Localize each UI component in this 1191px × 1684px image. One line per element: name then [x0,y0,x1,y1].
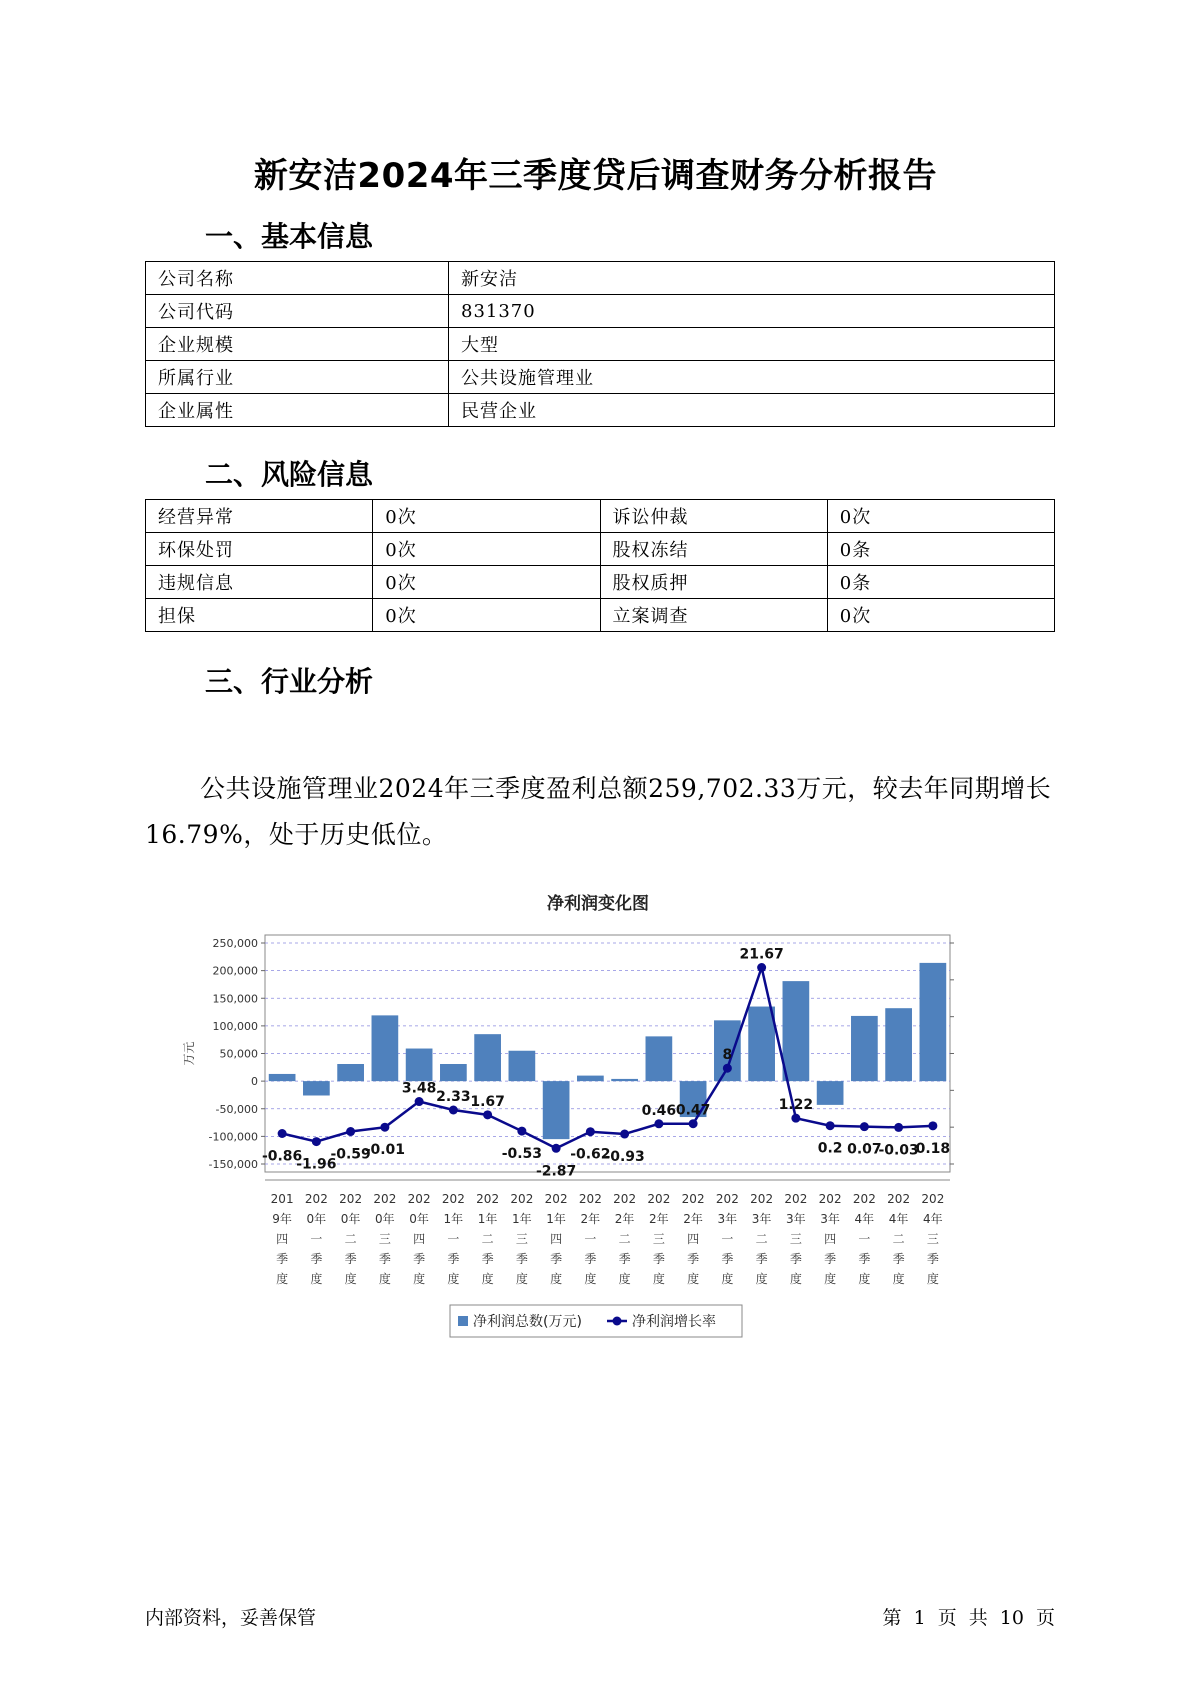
growth-rate-label: -0.01 [364,1142,406,1159]
risk-info-table [145,499,1055,632]
x-tick-label: 度 [310,1272,323,1286]
x-tick-label: 二 [481,1232,494,1246]
growth-rate-point [928,1121,937,1130]
growth-rate-label: -0.62 [570,1146,611,1163]
x-tick-label: 季 [858,1252,871,1266]
x-tick-label: 2年 [683,1212,703,1226]
growth-rate-point [654,1119,663,1128]
basic-info-value: 新安洁 [449,262,1055,295]
growth-rate-point [689,1119,698,1128]
x-tick-label: 202 [784,1192,808,1206]
x-tick-label: 季 [687,1252,700,1266]
basic-info-value: 大型 [449,328,1055,361]
x-tick-label: 202 [476,1192,500,1206]
x-tick-label: 202 [373,1192,397,1206]
basic-info-value: 公共设施管理业 [449,361,1055,394]
x-tick-label: 一 [310,1232,323,1246]
risk-info-row [146,533,1055,566]
bar [474,1034,501,1081]
growth-rate-label: -1.96 [296,1156,337,1173]
risk-info-row [146,500,1055,533]
legend-swatch-point [613,1317,622,1326]
bar [851,1016,878,1081]
bar [337,1064,364,1081]
bar [885,1008,912,1081]
bar [783,981,810,1081]
x-tick-label: 202 [407,1192,431,1206]
x-tick-label: 度 [789,1272,802,1286]
x-tick-label: 度 [550,1272,563,1286]
bar [748,1007,775,1082]
x-tick-label: 度 [584,1272,597,1286]
x-tick-label: 一 [858,1232,871,1246]
bar [509,1051,536,1081]
risk-info-label: 担保 [146,599,373,632]
growth-rate-point [586,1127,595,1136]
x-tick-label: 度 [755,1272,768,1286]
growth-rate-point [894,1123,903,1132]
growth-rate-point [552,1144,561,1153]
y-left-tick-label: 200,000 [212,964,258,978]
bar [440,1064,467,1081]
basic-info-row [146,295,1055,328]
growth-rate-label: -0.03 [878,1142,919,1159]
x-tick-label: 三 [515,1232,528,1246]
growth-rate-label: 2.33 [436,1089,471,1106]
net-profit-chart [180,885,960,1345]
x-tick-label: 度 [652,1272,665,1286]
x-tick-label: 度 [858,1272,871,1286]
risk-info-label: 违规信息 [146,566,373,599]
x-tick-label: 二 [755,1232,768,1246]
bar [543,1081,570,1139]
x-tick-label: 4年 [923,1212,943,1226]
x-tick-label: 度 [276,1272,289,1286]
x-tick-label: 季 [447,1252,460,1266]
risk-info-value: 0次 [373,533,600,566]
y-left-tick-label: 50,000 [219,1047,258,1061]
x-tick-label: 2年 [649,1212,669,1226]
x-tick-label: 度 [721,1272,734,1286]
x-tick-label: 四 [687,1232,700,1246]
bar [817,1081,844,1105]
x-tick-label: 202 [441,1192,465,1206]
basic-info-label: 公司名称 [146,262,449,295]
x-tick-label: 202 [750,1192,774,1206]
x-tick-label: 9年 [272,1212,292,1226]
industry-paragraph: 公共设施管理业2024年三季度盈利总额259,702.33万元，较去年同期增长16.79%，处于历史低位。 [145,774,1052,849]
page-title: 新安洁2024年三季度贷后调查财务分析报告 [253,156,938,196]
basic-info-label: 企业属性 [146,394,449,427]
x-tick-label: 202 [852,1192,876,1206]
x-tick-label: 度 [413,1272,426,1286]
risk-info-value: 0条 [827,566,1054,599]
x-tick-label: 1年 [512,1212,532,1226]
growth-rate-label: -0.86 [261,1148,303,1165]
x-tick-label: 季 [310,1252,323,1266]
risk-info-label: 股权质押 [600,566,827,599]
x-tick-label: 季 [481,1252,494,1266]
risk-info-value: 0条 [827,533,1054,566]
x-tick-label: 2年 [614,1212,635,1226]
risk-info-label: 诉讼仲裁 [600,500,827,533]
x-tick-label: 四 [413,1232,426,1246]
x-tick-label: 0年 [375,1212,395,1226]
x-tick-label: 三 [926,1232,939,1246]
growth-rate-label: -2.87 [535,1163,577,1180]
growth-rate-point [312,1137,321,1146]
x-tick-label: 201 [270,1192,294,1206]
y-left-tick-label: 150,000 [212,992,258,1006]
y-left-tick-label: -50,000 [215,1102,258,1116]
x-tick-label: 季 [721,1252,734,1266]
basic-info-label: 企业规模 [146,328,449,361]
risk-info-value: 0次 [827,500,1054,533]
growth-rate-label: 21.67 [739,946,784,963]
x-tick-label: 度 [618,1272,631,1286]
growth-rate-label: 8 [722,1047,733,1064]
x-tick-label: 季 [755,1252,768,1266]
x-tick-label: 季 [276,1252,289,1266]
x-tick-label: 度 [481,1272,494,1286]
x-tick-label: 4年 [854,1212,875,1226]
x-tick-label: 季 [652,1252,665,1266]
x-tick-label: 1年 [443,1212,464,1226]
y-left-tick-label: -150,000 [208,1158,258,1171]
risk-info-value: 0次 [373,566,600,599]
x-tick-label: 1年 [546,1212,566,1226]
footer-confidential: 内部资料，妥善保管 [145,1607,317,1629]
x-tick-label: 季 [344,1252,357,1266]
x-tick-label: 3年 [717,1212,738,1226]
growth-rate-point [620,1130,629,1139]
basic-info-table [145,261,1055,427]
basic-info-row [146,394,1055,427]
growth-rate-label: 0.07 [847,1141,882,1158]
growth-rate-point [278,1129,287,1138]
x-tick-label: 季 [618,1252,631,1266]
growth-rate-point [517,1127,526,1136]
basic-info-row [146,361,1055,394]
x-tick-label: 二 [618,1232,631,1246]
x-tick-label: 202 [613,1192,637,1206]
growth-rate-label: -0.93 [604,1149,645,1166]
risk-info-label: 经营异常 [146,500,373,533]
bar [920,963,947,1081]
risk-info-label: 环保处罚 [146,533,373,566]
x-tick-label: 1年 [477,1212,498,1226]
x-tick-label: 3年 [786,1212,806,1226]
x-tick-label: 202 [339,1192,363,1206]
growth-rate-point [860,1122,869,1131]
risk-info-label: 股权冻结 [600,533,827,566]
growth-rate-point [826,1121,835,1130]
basic-info-label: 公司代码 [146,295,449,328]
x-tick-label: 202 [921,1192,945,1206]
growth-rate-label: 1.67 [470,1093,505,1110]
x-tick-label: 一 [721,1232,734,1246]
growth-rate-label: 3.48 [401,1080,437,1097]
x-tick-label: 一 [447,1232,460,1246]
x-tick-label: 0年 [409,1212,429,1226]
x-tick-label: 202 [510,1192,534,1206]
x-tick-label: 202 [304,1192,328,1206]
y-left-axis-label: 万元 [182,1041,196,1066]
x-tick-label: 四 [550,1232,563,1246]
x-tick-label: 202 [647,1192,671,1206]
y-left-tick-label: 0 [251,1075,258,1089]
bar [646,1036,673,1081]
x-tick-label: 季 [789,1252,802,1266]
chart-svg [180,885,960,1345]
x-tick-label: 三 [789,1232,802,1246]
growth-rate-point [380,1123,389,1132]
x-tick-label: 度 [892,1272,905,1286]
bar [303,1081,330,1095]
x-tick-label: 202 [715,1192,739,1206]
x-tick-label: 202 [818,1192,842,1206]
growth-rate-point [791,1114,800,1123]
risk-info-label: 立案调查 [600,599,827,632]
growth-rate-point [723,1064,732,1073]
x-tick-label: 季 [550,1252,563,1266]
growth-rate-point [415,1097,424,1106]
basic-info-value: 831370 [449,295,1055,328]
x-tick-label: 度 [824,1272,837,1286]
x-tick-label: 季 [584,1252,597,1266]
legend-label-bar: 净利润总数(万元) [473,1314,582,1330]
x-tick-label: 季 [413,1252,426,1266]
x-tick-label: 度 [515,1272,528,1286]
growth-rate-label: 0.47 [675,1102,711,1119]
x-tick-label: 一 [584,1232,597,1246]
bar [269,1074,296,1081]
growth-rate-label: 0.2 [817,1140,843,1157]
x-tick-label: 202 [578,1192,602,1206]
bar [372,1015,399,1081]
bar [577,1076,604,1082]
risk-info-row [146,566,1055,599]
legend-swatch-bar [458,1316,468,1326]
x-tick-label: 度 [378,1272,391,1286]
risk-info-value: 0次 [827,599,1054,632]
y-left-tick-label: 100,000 [212,1019,258,1033]
x-tick-label: 三 [652,1232,665,1246]
x-tick-label: 季 [378,1252,391,1266]
growth-rate-point [483,1110,492,1119]
x-tick-label: 3年 [820,1212,840,1226]
x-tick-label: 季 [892,1252,905,1266]
x-tick-label: 度 [687,1272,700,1286]
x-tick-label: 202 [887,1192,911,1206]
x-tick-label: 度 [447,1272,460,1286]
basic-info-row [146,262,1055,295]
growth-rate-label: -0.59 [330,1146,371,1163]
x-tick-label: 度 [344,1272,357,1286]
x-tick-label: 三 [378,1232,391,1246]
x-tick-label: 二 [892,1232,905,1246]
x-tick-label: 季 [515,1252,528,1266]
basic-info-label: 所属行业 [146,361,449,394]
bar [611,1079,638,1081]
chart-title: 净利润变化图 [547,894,649,914]
x-tick-label: 202 [544,1192,568,1206]
y-left-tick-label: -100,000 [208,1130,258,1144]
risk-info-row [146,599,1055,632]
growth-rate-label: 0.46 [641,1102,677,1119]
risk-info-value: 0次 [373,500,600,533]
x-tick-label: 2年 [580,1212,601,1226]
basic-info-value: 民营企业 [449,394,1055,427]
x-tick-label: 四 [276,1232,289,1246]
x-tick-label: 四 [824,1232,837,1246]
growth-rate-label: 1.22 [778,1097,814,1114]
section-heading-basic: 一、基本信息 [205,220,374,253]
x-tick-label: 202 [681,1192,705,1206]
x-tick-label: 0年 [340,1212,361,1226]
risk-info-value: 0次 [373,599,600,632]
x-tick-label: 季 [824,1252,837,1266]
bar [406,1049,433,1082]
x-tick-label: 度 [926,1272,939,1286]
x-tick-label: 0年 [306,1212,327,1226]
footer-page-number: 第 1 页 共 10 页 [882,1607,1055,1629]
section-heading-industry: 三、行业分析 [205,665,374,698]
section-heading-risk: 二、风险信息 [205,458,374,491]
growth-rate-label: -0.53 [501,1146,543,1163]
x-tick-label: 3年 [751,1212,772,1226]
legend-label-line: 净利润增长率 [632,1314,716,1330]
x-tick-label: 4年 [888,1212,909,1226]
growth-rate-point [449,1106,458,1115]
x-tick-label: 二 [344,1232,357,1246]
y-left-tick-label: 250,000 [212,937,258,950]
x-tick-label: 季 [926,1252,939,1266]
basic-info-row [146,328,1055,361]
growth-rate-point [757,963,766,972]
growth-rate-label: 0.18 [915,1140,951,1157]
growth-rate-point [346,1127,355,1136]
